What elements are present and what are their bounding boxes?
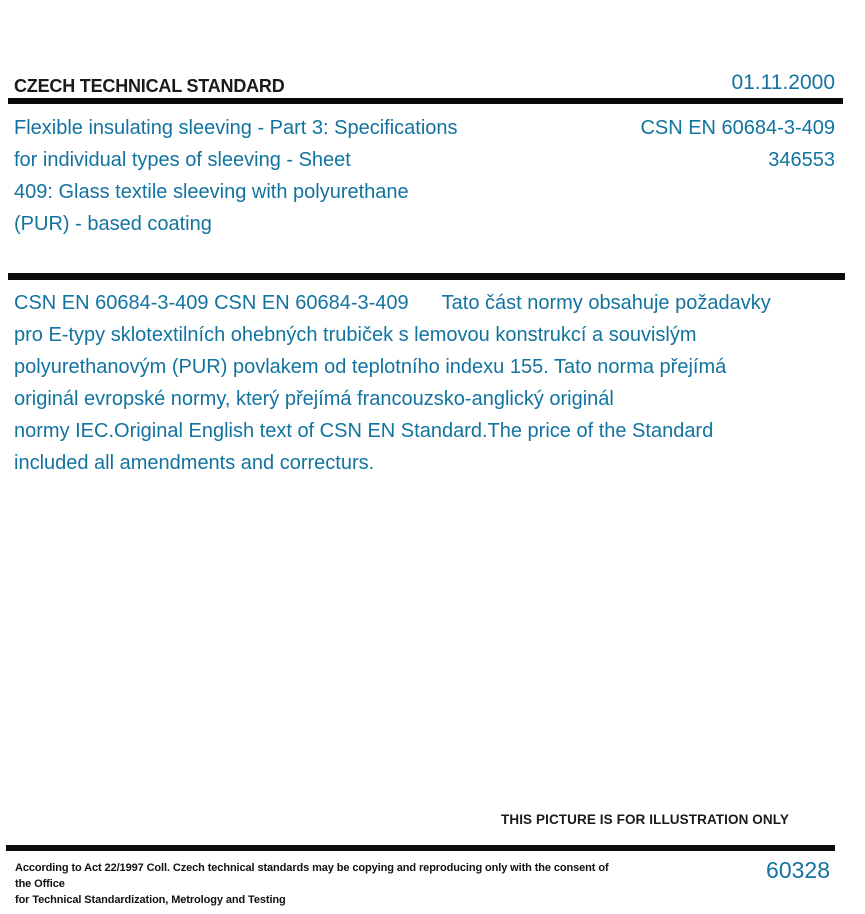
summary-line: CSN EN 60684-3-409 CSN EN 60684-3-409 Tato část normy obsahuje požadavky bbox=[14, 292, 771, 314]
standard-summary bbox=[14, 287, 844, 479]
title-divider bbox=[8, 273, 845, 280]
standard-title-line: for individual types of sleeving - Sheet bbox=[14, 149, 351, 171]
summary-line: polyurethanovým (PUR) povlakem od teplotního indexu 155. Tato norma přejímá bbox=[14, 356, 727, 378]
standard-title-line: (PUR) - based coating bbox=[14, 213, 212, 235]
copyright-notice bbox=[15, 860, 615, 908]
summary-line: normy IEC.Original English text of CSN EN Standard.The price of the Standard bbox=[14, 420, 714, 442]
standard-title-line: Flexible insulating sleeving - Part 3: Specifications bbox=[14, 117, 458, 139]
page-title: CZECH TECHNICAL STANDARD bbox=[14, 76, 285, 96]
document-number: 60328 bbox=[766, 857, 830, 883]
header-divider bbox=[8, 98, 843, 104]
standard-identifiers bbox=[640, 112, 835, 176]
summary-line: originál evropské normy, který přejímá francouzsko-anglický originál bbox=[14, 388, 614, 410]
copyright-line: for Technical Standardization, Metrology and Testing bbox=[15, 894, 286, 906]
standard-title bbox=[14, 112, 574, 240]
summary-line: pro E-typy sklotextilních ohebných trubiček s lemovou konstrukcí a souvislým bbox=[14, 324, 697, 346]
summary-line: included all amendments and correcturs. bbox=[14, 452, 375, 474]
issue-date: 01.11.2000 bbox=[731, 71, 835, 94]
copyright-line: According to Act 22/1997 Coll. Czech technical standards may be copying and reproducing only with the consent of the Office bbox=[15, 862, 612, 890]
footer-divider bbox=[6, 845, 835, 851]
standard-number: CSN EN 60684-3-409 bbox=[640, 117, 835, 139]
illustration-disclaimer: THIS PICTURE IS FOR ILLUSTRATION ONLY bbox=[501, 812, 789, 827]
classification-number: 346553 bbox=[768, 149, 835, 171]
standard-title-line: 409: Glass textile sleeving with polyurethane bbox=[14, 181, 409, 203]
